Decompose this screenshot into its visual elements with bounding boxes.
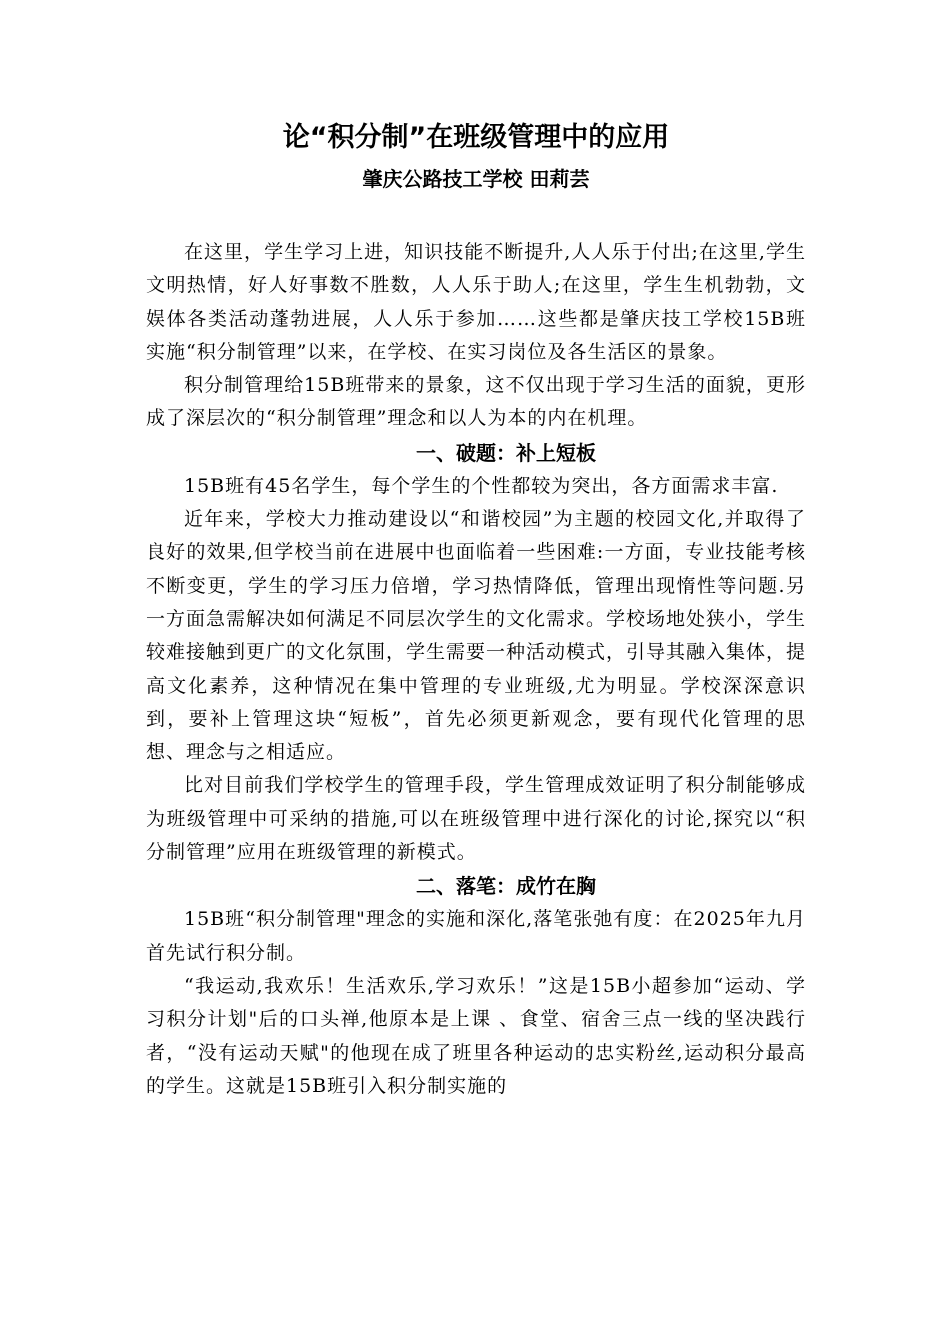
document-page <box>146 118 806 1103</box>
section2-paragraph-1: 15B班“积分制管理"理念的实施和深化,落笔张弛有度：在2025年九月首先试行积分制。 <box>146 908 806 964</box>
document-title: 论“积分制”在班级管理中的应用 <box>282 122 670 153</box>
author-line: 肇庆公路技工学校 田莉芸 <box>362 167 590 191</box>
intro-paragraph-2: 积分制管理给15B班带来的景象，这不仅出现于学习生活的面貌，更形成了深层次的“积分制管理”理念和以人为本的内在机理。 <box>146 374 806 430</box>
section2-paragraph-2: “我运动,我欢乐！生活欢乐,学习欢乐！”这是15B小超参加“运动、学习积分计划"后的口头禅,他原本是上课 、食堂、宿舍三点一线的坚决践行者，“没有运动天赋"的他现在成了班里各种运动的忠实粉丝,运动积分最高的学生。这就是15B班引入积分制实施的 <box>146 974 806 1097</box>
section1-paragraph-2: 近年来，学校大力推动建设以“和谐校园”为主题的校园文化,并取得了良好的效果,但学校当前在进展中也面临着一些困难:一方面，专业技能考核不断变更，学生的学习压力倍增，学习热情降低，管理出现惰性等问题.另一方面急需解决如何满足不同层次学生的文化需求。学校场地处狭小，学生较难接触到更广的文化氛围，学生需要一种活动模式，引导其融入集体，提高文化素养，这种情况在集中管理的专业班级,尤为明显。学校深深意识到，要补上管理这块“短板”，首先必须更新观念，要有现代化管理的思想、理念与之相适应。 <box>146 508 807 764</box>
section1-paragraph-3: 比对目前我们学校学生的管理手段，学生管理成效证明了积分制能够成为班级管理中可采纳的措施,可以在班级管理中进行深化的讨论,探究以“积分制管理”应用在班级管理的新模式。 <box>146 774 806 864</box>
document-body <box>146 236 806 1103</box>
intro-paragraph-1: 在这里，学生学习上进，知识技能不断提升,人人乐于付出;在这里,学生文明热情，好人好事数不胜数，人人乐于助人;在这里，学生生机勃勃，文娱体各类活动蓬勃进展，人人乐于参加……这些都是肇庆技工学校15B班实施“积分制管理”以来，在学校、在实习岗位及各生活区的景象。 <box>146 241 806 363</box>
section1-paragraph-1: 15B班有45名学生，每个学生的个性都较为突出，各方面需求丰富. <box>184 474 779 497</box>
section-heading-1: 一、破题：补上短板 <box>416 440 596 465</box>
section-heading-2: 二、落笔：成竹在胸 <box>416 874 596 899</box>
